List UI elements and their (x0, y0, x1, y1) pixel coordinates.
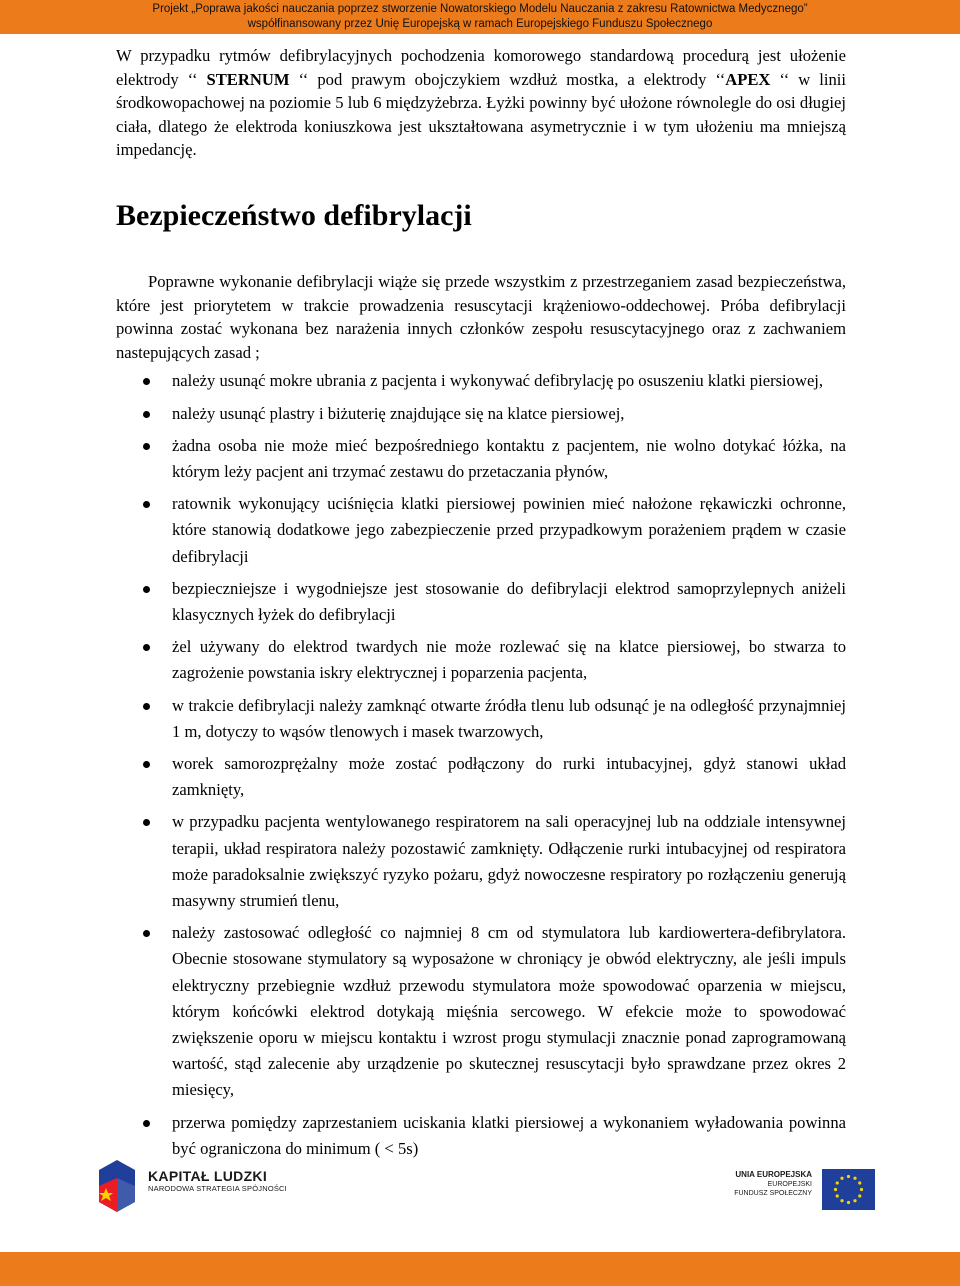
bullet-icon (143, 819, 150, 826)
list-item-text: żadna osoba nie może mieć bezpośredniego kontaktu z pacjentem, nie wolno dotykać łóżka, na którym leży pacjent ani trzymać zestawu do przetaczania płynów, (172, 435, 846, 481)
eu-star-icon (853, 1199, 856, 1202)
list-item (116, 634, 846, 686)
apex-term: APEX (725, 69, 771, 89)
list-item (116, 693, 846, 745)
ue-line-1: UNIA EUROPEJSKA (735, 1170, 812, 1179)
section-heading: Bezpieczeństwo defibrylacji (116, 198, 472, 232)
eu-star-icon (836, 1194, 839, 1197)
project-header (0, 0, 960, 34)
bullet-icon (143, 586, 150, 593)
list-item (116, 433, 846, 485)
list-item (116, 809, 846, 914)
eu-star-icon (847, 1175, 850, 1178)
document-body (116, 44, 846, 1168)
eu-flag-icon (822, 1169, 875, 1210)
list-item-text: bezpieczniejsze i wygodniejsze jest stosowanie do defibrylacji elektrod samoprzylepnych aniżeli klasycznych łyżek do defibrylacji (172, 578, 846, 624)
list-item (116, 368, 846, 394)
bullet-icon (143, 443, 150, 450)
list-item (116, 401, 846, 427)
list-item-text: w trakcie defibrylacji należy zamknąć otwarte źródła tlenu lub odsunąć je na odległość przynajmniej 1 m, dotyczy to wąsów tlenowych i masek twarzowych, (172, 695, 846, 741)
eu-star-icon (840, 1199, 843, 1202)
eu-star-icon (836, 1181, 839, 1184)
list-item-text: żel używany do elektrod twardych nie może rozlewać się na klatce piersiowej, bo stwarza to zagrożenie powstania iskry elektrycznej i poparzenia pacjenta, (172, 637, 846, 683)
bullet-icon (143, 930, 150, 937)
list-item (116, 751, 846, 803)
bullet-icon (143, 703, 150, 710)
list-item-text: należy zastosować odległość co najmniej 8 cm od stymulatora lub kardiowertera-defibrylatora. Obecnie stosowane stymulatory są wyposażone w chroniący je obwód elektryczny, ale jeśli impuls elektryczny przebiegnie wzdłuż przewodu stymulatora może spowodować oparzenia w miejscu, którym końcówki elektrod dotykają mięśnia sercowego. W efekcie może to spowodować zwiększenie oporu w miejscu kontaktu i wzrost progu stymulacji znacznie ponad zaprogramowaną wartość, stąd zalecenie aby urządzenie po skutecznej resuscytacji było sprawdzane przez okres 2 miesięcy, (172, 923, 846, 1100)
footer-bar (0, 1252, 960, 1286)
quote-close: ‘‘ (298, 69, 309, 89)
eu-star-icon (840, 1177, 843, 1180)
eu-star-icon (847, 1201, 850, 1204)
safety-rules-list (116, 368, 846, 1162)
list-item-text: ratownik wykonujący uciśnięcia klatki piersiowej powinien mieć nałożone rękawiczki ochronne, które stanowią dodatkowe jego zabezpieczenie przed przypadkowym porażeniem prądem w czasie defibrylacji (172, 494, 846, 566)
list-item-text: należy usunąć plastry i biżuterię znajdujące się na klatce piersiowej, (172, 403, 625, 423)
sternum-term: STERNUM (206, 69, 290, 89)
list-item (116, 920, 846, 1103)
bullet-icon (143, 501, 150, 508)
list-item-text: przerwa pomiędzy zaprzestaniem uciskania klatki piersiowej a wykonaniem wyładowania powinna być ograniczona do minimum ( < 5s) (172, 1112, 846, 1158)
page-footer (0, 1150, 960, 1286)
bullet-icon (143, 1120, 150, 1127)
kl-subtitle: NARODOWA STRATEGIA SPÓJNOŚCI (148, 1184, 287, 1193)
ue-line-3: FUNDUSZ SPOŁECZNY (734, 1190, 812, 1197)
eu-star-icon (853, 1177, 856, 1180)
kapital-ludzki-text (148, 1168, 287, 1194)
paragraph1-part1: W przypadku rytmów defibrylacyjnych pochodzenia komorowego standardową procedurą jest ułożenie elektrody (116, 46, 846, 89)
paragraph1-part2: pod prawym obojczykiem wzdłuż mostka, a elektrody (308, 69, 716, 89)
header-line-1: Projekt „Poprawa jakości nauczania poprzez stworzenie Nowatorskiego Modelu Nauczania z zakresu Ratownictwa Medycznego” (152, 3, 808, 15)
list-item-text: w przypadku pacjenta wentylowanego respiratorem na sali operacyjnej lub na oddziale intensywnej terapii, układ respiratora należy pozostawić zamknięty. Odłączenie rurki intubacyjnej od respiratora może paradoksalnie zwiększyć ryzyko pożaru, gdyż nowoczesne respiratory po rozłączeniu generują masywny strumień tlenu, (172, 812, 846, 910)
paragraph-electrode-placement (116, 44, 846, 162)
eu-star-icon (834, 1188, 837, 1191)
list-item-text: worek samorozprężalny może zostać podłączony do rurki intubacyjnej, gdyż stanowi układ zamknięty, (172, 753, 846, 800)
list-item-text: należy usunąć mokre ubrania z pacjenta i wykonywać defibrylację po osuszeniu klatki piersiowej, (172, 371, 824, 391)
quote-close-2: ‘‘ (779, 69, 790, 89)
bullet-icon (143, 644, 150, 651)
paragraph1-part3: w linii środkowopachowej na poziomie 5 lub 6 międzyżebrza. Łyżki powinny być ułożone równolegle do osi długiej ciała, dlatego że elektroda koniuszkowa jest ukształtowana asymetrycznie i w tym ułożeniu ma mniejszą impedancję. (116, 69, 846, 160)
bullet-icon (143, 411, 150, 418)
eu-star-icon (860, 1188, 863, 1191)
list-item (116, 576, 846, 628)
list-item (116, 491, 846, 570)
kapital-ludzki-logo-icon (97, 1158, 137, 1214)
bullet-icon (143, 761, 150, 768)
quote-open-2: ‘‘ (715, 69, 726, 89)
header-line-2: współfinansowany przez Unię Europejską w ramach Europejskiego Funduszu Społecznego (247, 18, 713, 30)
kl-title: KAPITAŁ LUDZKI (148, 1168, 268, 1184)
eu-fund-text (706, 1170, 812, 1198)
ue-line-2: EUROPEJSKI (767, 1181, 812, 1188)
bullet-icon (143, 378, 150, 385)
quote-open: ‘‘ (187, 69, 198, 89)
intro-paragraph: Poprawne wykonanie defibrylacji wiąże się przede wszystkim z przestrzeganiem zasad bezpieczeństwa, które jest priorytetem w trakcie prowadzenia resuscytacji krążeniowo-oddechowej. Próba defibrylacji powinna zostać wykonana bez narażenia innych członków zespołu resuscytacyjnego oraz z zachwaniem nastepujących zasad ; (116, 271, 846, 362)
eu-star-icon (858, 1181, 861, 1184)
eu-star-icon (858, 1194, 861, 1197)
